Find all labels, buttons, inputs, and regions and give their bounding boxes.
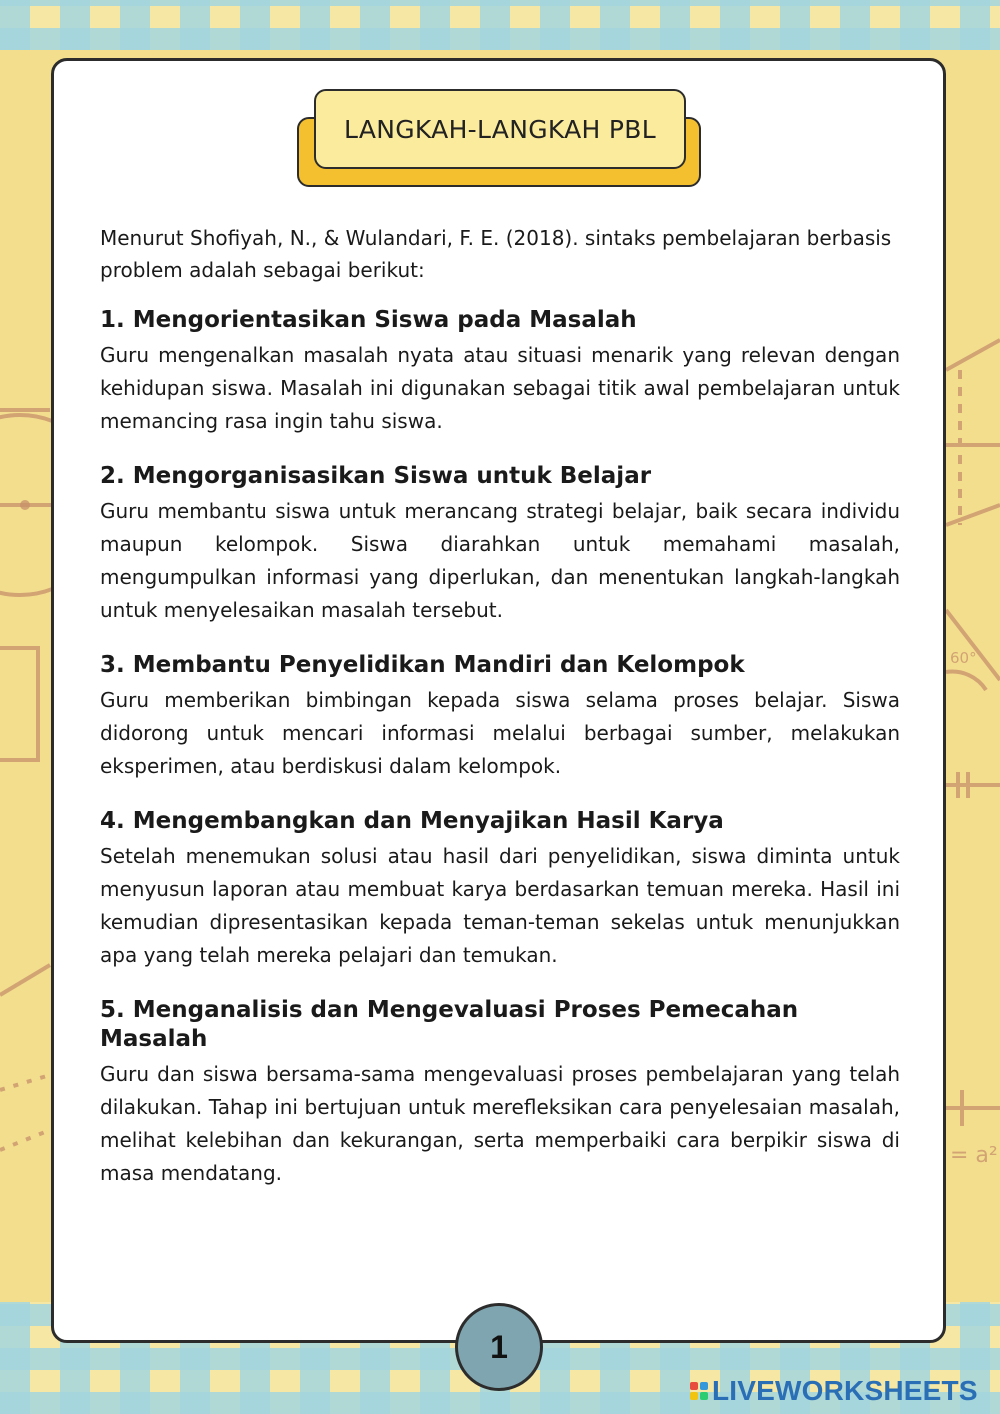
logo-square — [690, 1382, 698, 1390]
step-description: Guru dan siswa bersama-sama mengevaluasi proses pembelajaran yang telah dilakukan. Tahap ini bertujuan untuk merefleksikan cara penyelesaian masalah, melihat kelebihan dan kekurangan, serta memperbaiki cara berpikir siswa di masa mendatang. — [100, 1062, 900, 1185]
triangle-edge — [946, 340, 1000, 370]
step-title: 5. Menganalisis dan Mengevaluasi Proses Pemecahan Masalah — [100, 997, 799, 1052]
step-5 — [100, 996, 900, 1190]
step-description: Guru memberikan bimbingan kepada siswa selama proses belajar. Siswa didorong untuk mencari informasi melalui berbagai sumber, melakukan eksperimen, atau berdiskusi dalam kelompok. — [100, 688, 900, 778]
liveworksheets-logo[interactable] — [690, 1374, 978, 1408]
page-title: LANGKAH-LANGKAH PBL — [314, 89, 686, 169]
logo-square — [700, 1392, 708, 1400]
formula-fragment: = a² — [950, 1143, 998, 1168]
logo-square — [700, 1382, 708, 1390]
center-point — [20, 500, 30, 510]
step-title: 2. Mengorganisasikan Siswa untuk Belajar — [100, 463, 652, 489]
checkered-top-border — [0, 0, 1000, 50]
square-doodle — [0, 648, 38, 760]
step-title: 4. Mengembangkan dan Menyajikan Hasil Karya — [100, 808, 724, 834]
step-3 — [100, 651, 900, 783]
diagonal-line — [0, 965, 50, 995]
step-description: Guru mengenalkan masalah nyata atau situasi menarik yang relevan dengan kehidupan siswa. Masalah ini digunakan sebagai titik awal pembelajaran untuk memancing rasa ingin tahu siswa. — [100, 343, 900, 433]
page-number-badge: 1 — [455, 1303, 543, 1391]
logo-square — [690, 1392, 698, 1400]
angle-label: 60° — [950, 649, 977, 667]
step-description: Setelah menemukan solusi atau hasil dari penyelidikan, siswa diminta untuk menyusun laporan atau membuat karya berdasarkan temuan mereka. Hasil ini kemudian dipresentasikan kepada teman-teman sekelas untuk menunjukkan apa yang telah mereka pelajari dan temukan. — [100, 844, 900, 967]
step-title: 3. Membantu Penyelidikan Mandiri dan Kelompok — [100, 652, 745, 678]
logo-text: LIVEWORKSHEETS — [712, 1375, 978, 1406]
step-1 — [100, 306, 900, 438]
step-4 — [100, 807, 900, 972]
dotted-line — [0, 1075, 50, 1090]
step-title: 1. Mengorientasikan Siswa pada Masalah — [100, 307, 637, 333]
intro-text: Menurut Shofiyah, N., & Wulandari, F. E. (2018). sintaks pembelajaran berbasis problem adalah sebagai berikut: — [100, 226, 892, 282]
angle-doodle — [946, 610, 1000, 680]
step-2 — [100, 462, 900, 627]
logo-mark-icon — [690, 1382, 708, 1400]
main-content — [100, 222, 900, 1214]
step-description: Guru membantu siswa untuk merancang strategi belajar, baik secara individu maupun kelompok. Siswa diarahkan untuk memahami masalah, mengumpulkan informasi yang diperlukan, dan menentukan langkah-langkah untuk menyelesaikan masalah tersebut. — [100, 499, 900, 622]
